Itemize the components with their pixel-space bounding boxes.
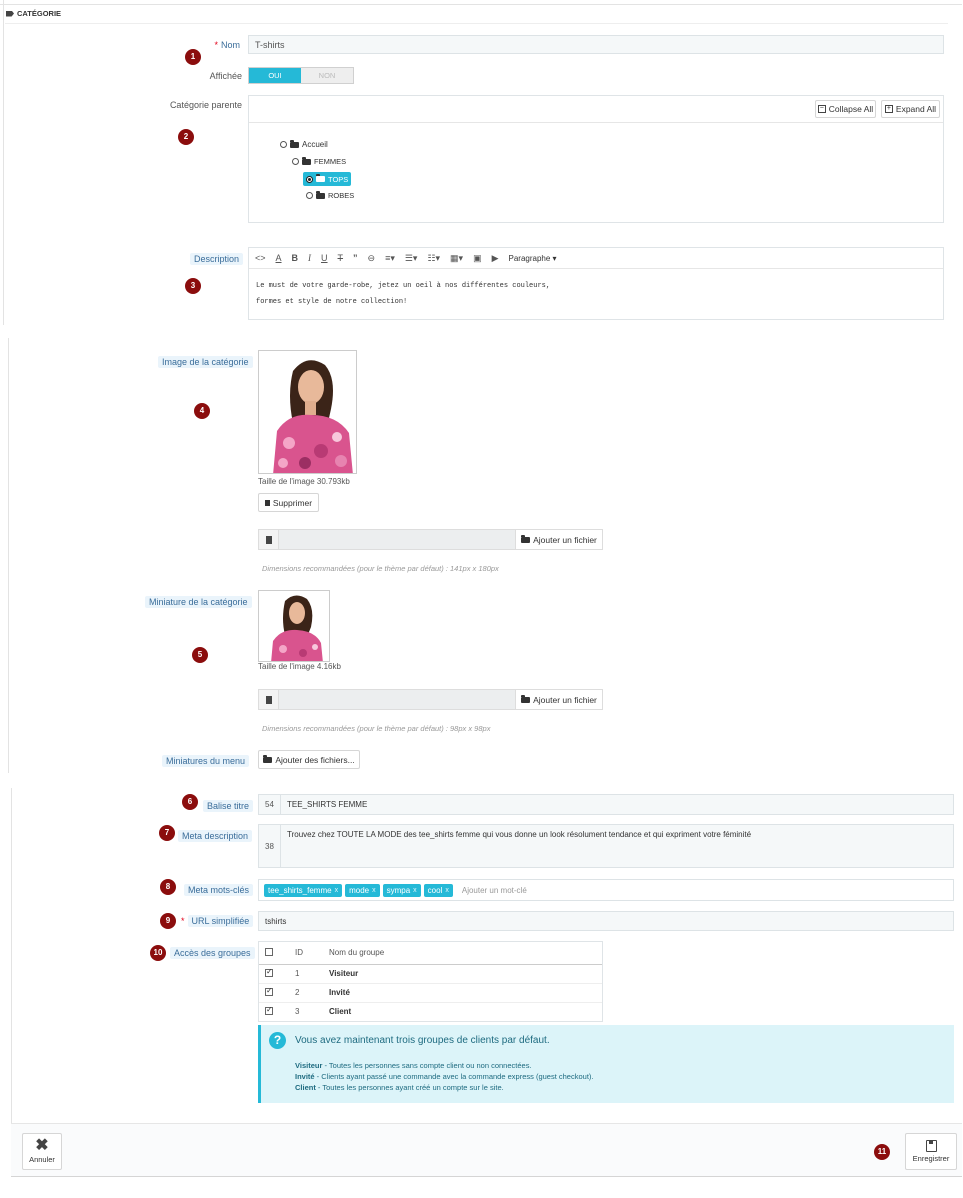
woman-photo-icon bbox=[259, 351, 357, 474]
thumbnail-upload-field[interactable] bbox=[258, 689, 603, 710]
info-line-2: Invité - Clients ayant passé une commande avec la commande express (guest checkout). bbox=[295, 1072, 594, 1081]
remove-tag-icon[interactable]: x bbox=[413, 886, 417, 894]
badge-9: 9 bbox=[160, 913, 176, 929]
description-line-2: formes et style de notre collection! bbox=[256, 298, 408, 306]
meta-title-counter: 54 bbox=[259, 795, 281, 814]
displayed-toggle[interactable] bbox=[248, 67, 354, 84]
group-id: 1 bbox=[295, 969, 300, 978]
collapse-all-button[interactable]: − Collapse All bbox=[815, 100, 876, 118]
add-thumbnail-file-button[interactable]: Ajouter un fichier bbox=[515, 690, 602, 709]
section-top-frame bbox=[0, 0, 962, 5]
group-name: Invité bbox=[329, 988, 350, 997]
tree-toolbar-divider bbox=[249, 122, 943, 123]
col-name-header: Nom du groupe bbox=[329, 948, 385, 958]
group-checkbox[interactable] bbox=[265, 969, 273, 977]
displayed-label: Affichée bbox=[209, 71, 242, 81]
file-icon bbox=[259, 690, 279, 709]
badge-5: 5 bbox=[192, 647, 208, 663]
save-button[interactable]: Enregistrer bbox=[905, 1133, 957, 1170]
badge-10: 10 bbox=[150, 945, 166, 961]
keyword-tag[interactable]: mode x bbox=[345, 884, 380, 897]
help-icon: ? bbox=[269, 1032, 286, 1049]
badge-6: 6 bbox=[182, 794, 198, 810]
badge-1: 1 bbox=[185, 49, 201, 65]
editor-toolbar bbox=[255, 250, 557, 266]
meta-keywords-input[interactable] bbox=[258, 879, 954, 901]
cancel-button[interactable]: ✖ Annuler bbox=[22, 1133, 62, 1170]
meta-title-label: Balise titre bbox=[203, 800, 253, 812]
badge-4: 4 bbox=[194, 403, 210, 419]
tree-node-robes[interactable]: ROBES bbox=[306, 191, 354, 200]
media-icon[interactable]: ▶ bbox=[491, 252, 499, 263]
strikethrough-icon[interactable]: T bbox=[337, 253, 344, 263]
meta-title-value[interactable]: TEE_SHIRTS FEMME bbox=[287, 800, 368, 809]
badge-2: 2 bbox=[178, 129, 194, 145]
delete-image-button[interactable]: Supprimer bbox=[258, 493, 319, 512]
keyword-tag[interactable]: tee_shirts_femme x bbox=[264, 884, 342, 897]
image-upload-field[interactable] bbox=[258, 529, 603, 550]
code-icon[interactable]: <> bbox=[255, 253, 266, 263]
section-title: CATÉGORIE bbox=[17, 9, 62, 18]
badge-7: 7 bbox=[159, 825, 175, 841]
col-id-header: ID bbox=[295, 948, 303, 958]
radio-tops[interactable] bbox=[306, 176, 313, 183]
folder-open-icon bbox=[302, 159, 311, 165]
keyword-add-field[interactable]: Ajouter un mot-clé bbox=[461, 885, 527, 895]
meta-desc-value[interactable]: Trouvez chez TOUTE LA MODE des tee_shirts femme qui vous donne un look résolument tendance et qui expriment votre féminité bbox=[287, 830, 752, 839]
image-file-path[interactable] bbox=[279, 530, 515, 549]
add-image-file-button[interactable]: Ajouter un fichier bbox=[515, 530, 602, 549]
folder-icon bbox=[316, 176, 325, 182]
tree-node-accueil[interactable]: Accueil bbox=[280, 140, 328, 149]
keyword-tag[interactable]: sympa x bbox=[383, 884, 421, 897]
file-icon bbox=[259, 530, 279, 549]
text-color-icon[interactable]: A bbox=[275, 253, 282, 263]
select-all-checkbox[interactable] bbox=[265, 948, 273, 956]
thumbnail-file-path[interactable] bbox=[279, 690, 515, 709]
italic-icon[interactable]: I bbox=[308, 253, 312, 263]
section-header bbox=[6, 9, 61, 18]
group-id: 2 bbox=[295, 988, 300, 997]
footer-bar bbox=[11, 1123, 962, 1177]
mid-left-border bbox=[8, 338, 9, 773]
image-label: Image de la catégorie bbox=[158, 356, 253, 368]
info-box bbox=[258, 1025, 954, 1103]
toggle-on[interactable]: OUI bbox=[249, 68, 301, 83]
underline-icon[interactable]: U bbox=[321, 253, 328, 263]
meta-title-input[interactable] bbox=[258, 794, 954, 815]
meta-desc-label: Meta description bbox=[178, 830, 252, 842]
bullet-list-icon[interactable]: ☰▾ bbox=[404, 252, 418, 263]
name-label: * Nom bbox=[214, 40, 240, 50]
folder-icon bbox=[316, 193, 325, 199]
table-icon[interactable]: ▦▾ bbox=[450, 252, 464, 263]
url-label: * URL simplifiée bbox=[181, 916, 253, 926]
format-select[interactable]: Paragraphe ▾ bbox=[508, 253, 557, 263]
thumbnail-label: Miniature de la catégorie bbox=[145, 596, 252, 608]
image-hint: Dimensions recommandées (pour le thème par défaut) : 141px x 180px bbox=[262, 564, 499, 573]
remove-tag-icon[interactable]: x bbox=[334, 886, 339, 894]
radio-accueil[interactable] bbox=[280, 141, 287, 148]
low-left-border bbox=[11, 788, 12, 1123]
groups-label: Accès des groupes bbox=[170, 947, 255, 959]
tag-icon bbox=[6, 11, 14, 17]
numbered-list-icon[interactable]: ☷▾ bbox=[427, 252, 441, 263]
meta-desc-input[interactable] bbox=[258, 824, 954, 868]
tree-node-tops[interactable]: TOPS bbox=[303, 172, 351, 186]
toolbar-divider bbox=[249, 268, 943, 269]
bold-icon[interactable]: B bbox=[291, 253, 299, 263]
thumbnail-image bbox=[258, 590, 330, 662]
image-size-text: Taille de l'image 30.793kb bbox=[258, 477, 350, 486]
collapse-icon: − bbox=[819, 105, 824, 112]
badge-3: 3 bbox=[185, 278, 201, 294]
woman-thumbnail-icon bbox=[259, 591, 330, 662]
expand-all-button[interactable]: + Expand All bbox=[881, 100, 940, 118]
info-line-3: Client - Toutes les personnes ayant créé un compte sur le site. bbox=[295, 1083, 504, 1092]
add-files-button[interactable]: Ajouter des fichiers... bbox=[258, 750, 360, 769]
table-row bbox=[259, 1002, 602, 1021]
name-input[interactable]: T-shirts bbox=[248, 35, 944, 54]
badge-8: 8 bbox=[160, 879, 176, 895]
keyword-tag[interactable]: cool x bbox=[424, 884, 453, 897]
expand-icon: + bbox=[886, 105, 891, 112]
menu-thumbs-label: Miniatures du menu bbox=[162, 755, 249, 767]
thumbnail-hint: Dimensions recommandées (pour le thème par défaut) : 98px x 98px bbox=[262, 724, 491, 733]
info-line-1: Visiteur - Toutes les personnes sans compte client ou non connectées. bbox=[295, 1061, 532, 1070]
parent-tree-panel bbox=[248, 95, 944, 223]
save-icon bbox=[926, 1140, 937, 1152]
group-id: 3 bbox=[295, 1007, 300, 1017]
remove-tag-icon[interactable]: x bbox=[372, 886, 376, 894]
radio-robes[interactable] bbox=[306, 192, 313, 199]
folder-open-icon bbox=[521, 537, 530, 543]
folder-open-icon bbox=[521, 697, 530, 703]
header-divider bbox=[5, 23, 948, 24]
close-icon: ✖ bbox=[35, 1137, 49, 1154]
group-checkbox[interactable] bbox=[265, 988, 273, 996]
top-left-border bbox=[3, 0, 4, 325]
meta-keywords-label: Meta mots-clés bbox=[184, 884, 253, 896]
image-icon[interactable]: ▣ bbox=[473, 252, 482, 263]
parent-label: Catégorie parente bbox=[169, 100, 242, 110]
description-label: Description bbox=[190, 253, 243, 265]
group-name: Client bbox=[329, 1007, 352, 1017]
url-input[interactable]: tshirts bbox=[258, 911, 954, 931]
tree-node-femmes[interactable]: FEMMES bbox=[292, 157, 346, 166]
radio-femmes[interactable] bbox=[292, 158, 299, 165]
remove-tag-icon[interactable]: x bbox=[445, 886, 449, 894]
table-row bbox=[259, 964, 602, 983]
info-title: Vous avez maintenant trois groupes de clients par défaut. bbox=[295, 1035, 550, 1046]
trash-icon bbox=[265, 500, 270, 506]
description-editor[interactable] bbox=[248, 247, 944, 320]
group-checkbox[interactable] bbox=[265, 1007, 273, 1015]
toggle-off[interactable]: NON bbox=[301, 68, 353, 83]
description-line-1: Le must de votre garde-robe, jetez un oeil à nos différentes couleurs, bbox=[256, 282, 551, 290]
group-name: Visiteur bbox=[329, 969, 359, 978]
meta-desc-counter: 38 bbox=[259, 825, 281, 867]
groups-header-row bbox=[259, 942, 602, 964]
thumbnail-size-text: Taille de l'image 4.16kb bbox=[258, 662, 341, 671]
align-icon[interactable]: ≡▾ bbox=[385, 252, 395, 263]
category-image bbox=[258, 350, 357, 474]
link-icon[interactable]: ⊖ bbox=[367, 252, 376, 263]
quote-icon[interactable]: ” bbox=[353, 253, 358, 263]
folder-open-icon bbox=[290, 142, 299, 148]
table-row bbox=[259, 983, 602, 1002]
badge-11: 11 bbox=[874, 1144, 890, 1160]
groups-table bbox=[258, 941, 603, 1022]
folder-open-icon bbox=[263, 757, 272, 763]
